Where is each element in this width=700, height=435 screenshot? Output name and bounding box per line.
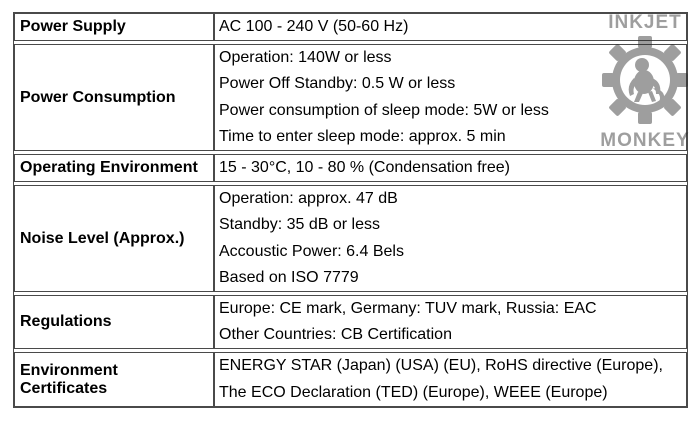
value-line: Accoustic Power: 6.4 Bels [219,242,404,260]
logo-top-text: INKJET [608,12,682,33]
row-label: Power Consumption [14,44,214,151]
row-value [214,295,687,349]
row-value [214,185,687,292]
row-label: Regulations [14,295,214,349]
value-line: Based on ISO 7779 [219,268,359,286]
logo-bottom-text: MONKEY [600,130,690,151]
value-line: Time to enter sleep mode: approx. 5 min [219,127,506,145]
row-label: Environment Certificates [14,352,214,406]
row-value [214,44,687,151]
table-row [14,13,687,41]
value-line: The ECO Declaration (TED) (Europe), WEEE (Europe) [219,383,608,401]
row-label: Power Supply [14,13,214,41]
table-row [14,44,687,151]
value-line: Standby: 35 dB or less [219,216,380,234]
value-line: AC 100 - 240 V (50-60 Hz) [219,18,409,35]
row-label: Operating Environment [14,154,214,182]
value-line: Power Off Standby: 0.5 W or less [219,75,456,93]
row-label: Noise Level (Approx.) [14,185,214,292]
spec-table [13,12,688,408]
value-line: Europe: CE mark, Germany: TUV mark, Russia: EAC [219,300,597,318]
value-line: Operation: approx. 47 dB [219,190,398,208]
table-row [14,295,687,349]
value-line: Other Countries: CB Certification [219,326,452,344]
table-row [14,185,687,292]
row-value [214,352,687,406]
value-line: Operation: 140W or less [219,49,392,67]
table-row [14,154,687,182]
value-line: ENERGY STAR (Japan) (USA) (EU), RoHS directive (Europe), [219,357,663,375]
value-line: 15 - 30°C, 10 - 80 % (Condensation free) [219,159,510,177]
row-value [214,154,687,182]
row-value [214,13,687,41]
table-row [14,352,687,406]
value-line: Power consumption of sleep mode: 5W or less [219,101,549,119]
